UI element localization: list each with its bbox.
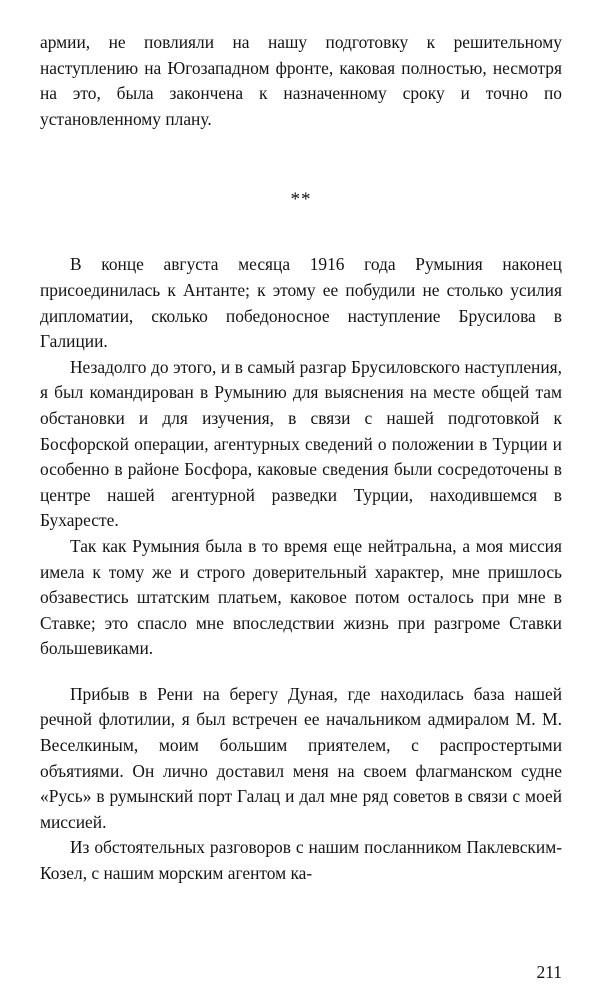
paragraph-4: Прибыв в Рени на берегу Дуная, где находилась база нашей речной флотилии, я был встречен ее начальником адмиралом М. М. Веселкиным, моим большим приятелем, с распростертыми объятиями. Он лично доставил меня на своем флагманском судне «Русь» в румынский порт Галац и дал мне ряд советов в связи с моей миссией. [40,683,562,832]
top-paragraph-continuation: армии, не повлияли на нашу подготовку к решительному наступлению на Югозападном фронте, каковая полностью, несмотря на это, была закончена к назначенному сроку и точно по установленному плану. [40,32,562,129]
paragraph-5: Из обстоятельных разговоров с нашим посланником Паклевским-Козел, с нашим морским агентом ка- [40,837,562,884]
paragraph-3: Так как Румыния была в то время еще нейтральна, а моя миссия имела к тому же и строго доверительный характер, мне пришлось обзавестись штатским платьем, каковое потом осталось при мне в Ставке; это спасло мне впоследствии жизнь при разгроме Ставки большевиками. [40,535,562,659]
paragraph-2: Незадолго до этого, и в самый разгар Брусиловского наступления, я был командирован в Румынию для выяснения на месте общей там обстановки и для изучения, в связи с нашей подготовкой к Босфорской операции, агентурных сведений о положении в Турции и особенно в районе Босфора, каковые сведения были сосредоточены в центре нашей агентурной разведки Турции, находившемся в Бухаресте. [40,356,562,531]
page-number: 211 [536,962,562,982]
section-separator [40,190,562,210]
page-body [40,30,562,887]
separator-asterisks: ** [290,189,312,211]
paragraph-gap [40,662,562,682]
paragraph-1: В конце августа месяца 1916 года Румыния наконец присоединилась к Антанте; к этому ее побудили не столько усилия дипломатии, сколько победоносное наступление Брусилова в Галиции. [40,254,562,352]
